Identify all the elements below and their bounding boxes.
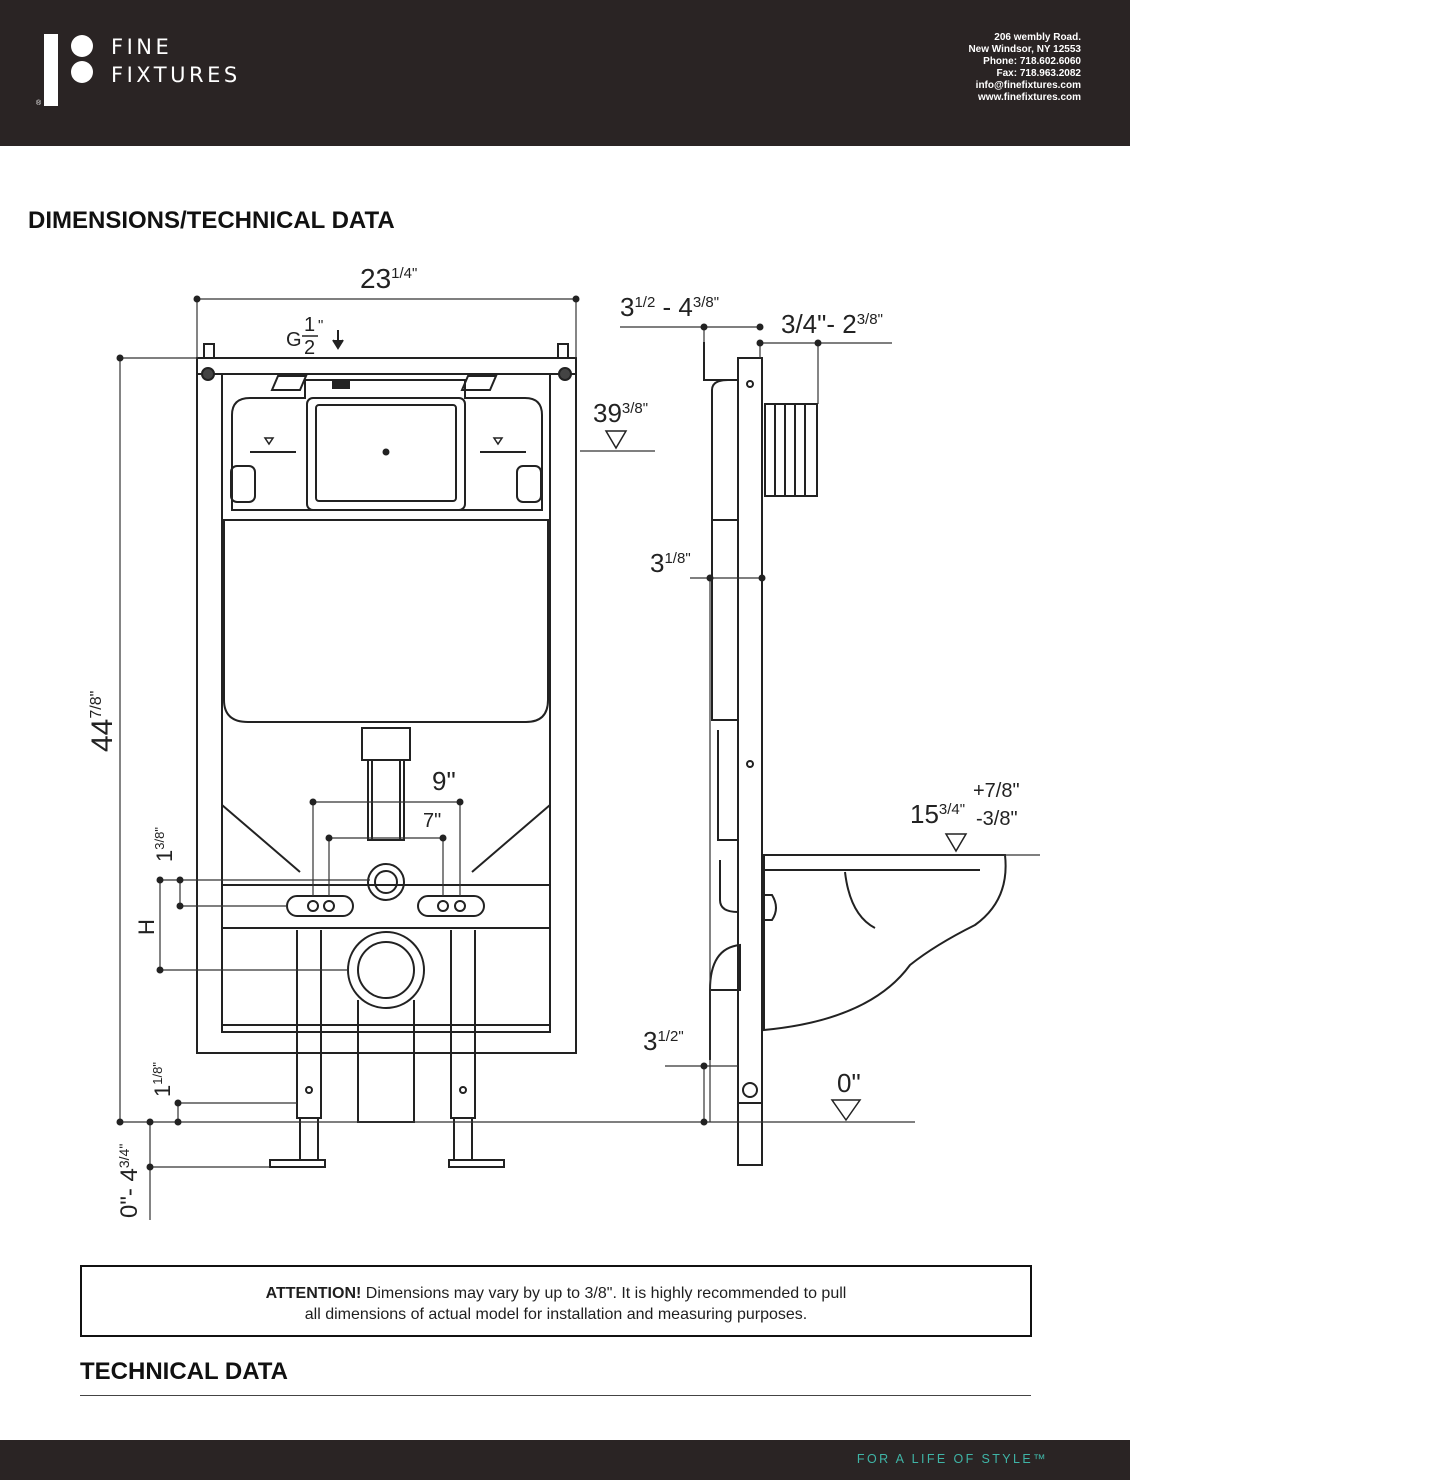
brand-name [111, 33, 241, 89]
inlet-unit: " [318, 317, 324, 334]
fine-fixtures-logo-icon [36, 33, 96, 108]
tolerance-plus-label: +7/8" [973, 780, 1020, 802]
registered-mark: ® [36, 100, 42, 107]
attention-text-1: Dimensions may vary by up to 3/8". It is highly recommended to pull [361, 1285, 847, 1302]
spacing-7-label: 7" [423, 810, 442, 832]
attention-line-1 [82, 1283, 1030, 1304]
dimensions-section-title: DIMENSIONS/TECHNICAL DATA [28, 207, 395, 234]
front-frame-outline [197, 358, 576, 1053]
address-line-2: New Windsor, NY 12553 [968, 44, 1081, 55]
phone-text: Phone: 718.602.6060 [983, 56, 1081, 67]
attention-line-2: all dimensions of actual model for installation and measuring purposes. [304, 1306, 808, 1323]
attention-notice [80, 1265, 1032, 1337]
side-gap-label: $3^{1/8"}$ [650, 548, 691, 578]
page-header [0, 0, 1130, 146]
inlet-denominator: 2 [304, 337, 316, 359]
flush-plate-side [765, 404, 817, 496]
email-link[interactable]: info@finefixtures.com [975, 80, 1081, 91]
bowl-height-label: $15^{3/4"}$ [910, 799, 966, 829]
spacing-9-label: 9" [432, 766, 456, 796]
fax-text: Fax: 718.963.2082 [996, 68, 1081, 79]
website-link[interactable]: www.finefixtures.com [978, 92, 1081, 103]
offset-dimension-label: $1^{3/8"}$ [152, 827, 177, 862]
brand-line-2: FIXTURES [111, 63, 241, 87]
leg-adjust-label: 0"- $4^{3/4"}$ [116, 1143, 143, 1218]
attention-bold: ATTENTION! [265, 1285, 362, 1302]
technical-data-section-title: TECHNICAL DATA [80, 1358, 288, 1385]
inlet-numerator: 1 [304, 314, 316, 336]
page-footer [0, 1440, 1130, 1480]
foot-dimension-label: $1^{1/8"}$ [150, 1062, 175, 1097]
wall-depth-label: $3^{1/2} - 4^{3/8"}$ [620, 292, 720, 322]
h-dimension-label: H [134, 919, 159, 935]
height-dimension-label: $44^{7/8"}$ [86, 690, 119, 752]
brand-line-1: FINE [111, 35, 173, 59]
width-dimension-label: $23^{1/4"}$ [360, 263, 418, 294]
tolerance-minus-label: -3/8" [976, 808, 1018, 830]
address-line-1: 206 wembly Road. [994, 32, 1081, 43]
toilet-bowl-outline [764, 855, 1006, 1030]
technical-drawing [0, 250, 1130, 1240]
floor-level-label: 0" [837, 1068, 861, 1098]
footer-tagline: FOR A LIFE OF STYLE™ [856, 1452, 1048, 1466]
section-divider [80, 1395, 1031, 1396]
bottom-offset-label: $3^{1/2"}$ [643, 1026, 684, 1056]
contact-block [968, 32, 1081, 104]
actuator-height-label: $39^{3/8"}$ [593, 398, 649, 428]
side-frame-outline [738, 358, 762, 1103]
plate-depth-label: 3/4"- $2^{3/8"}$ [781, 309, 883, 339]
inlet-g-label: G [286, 329, 302, 351]
